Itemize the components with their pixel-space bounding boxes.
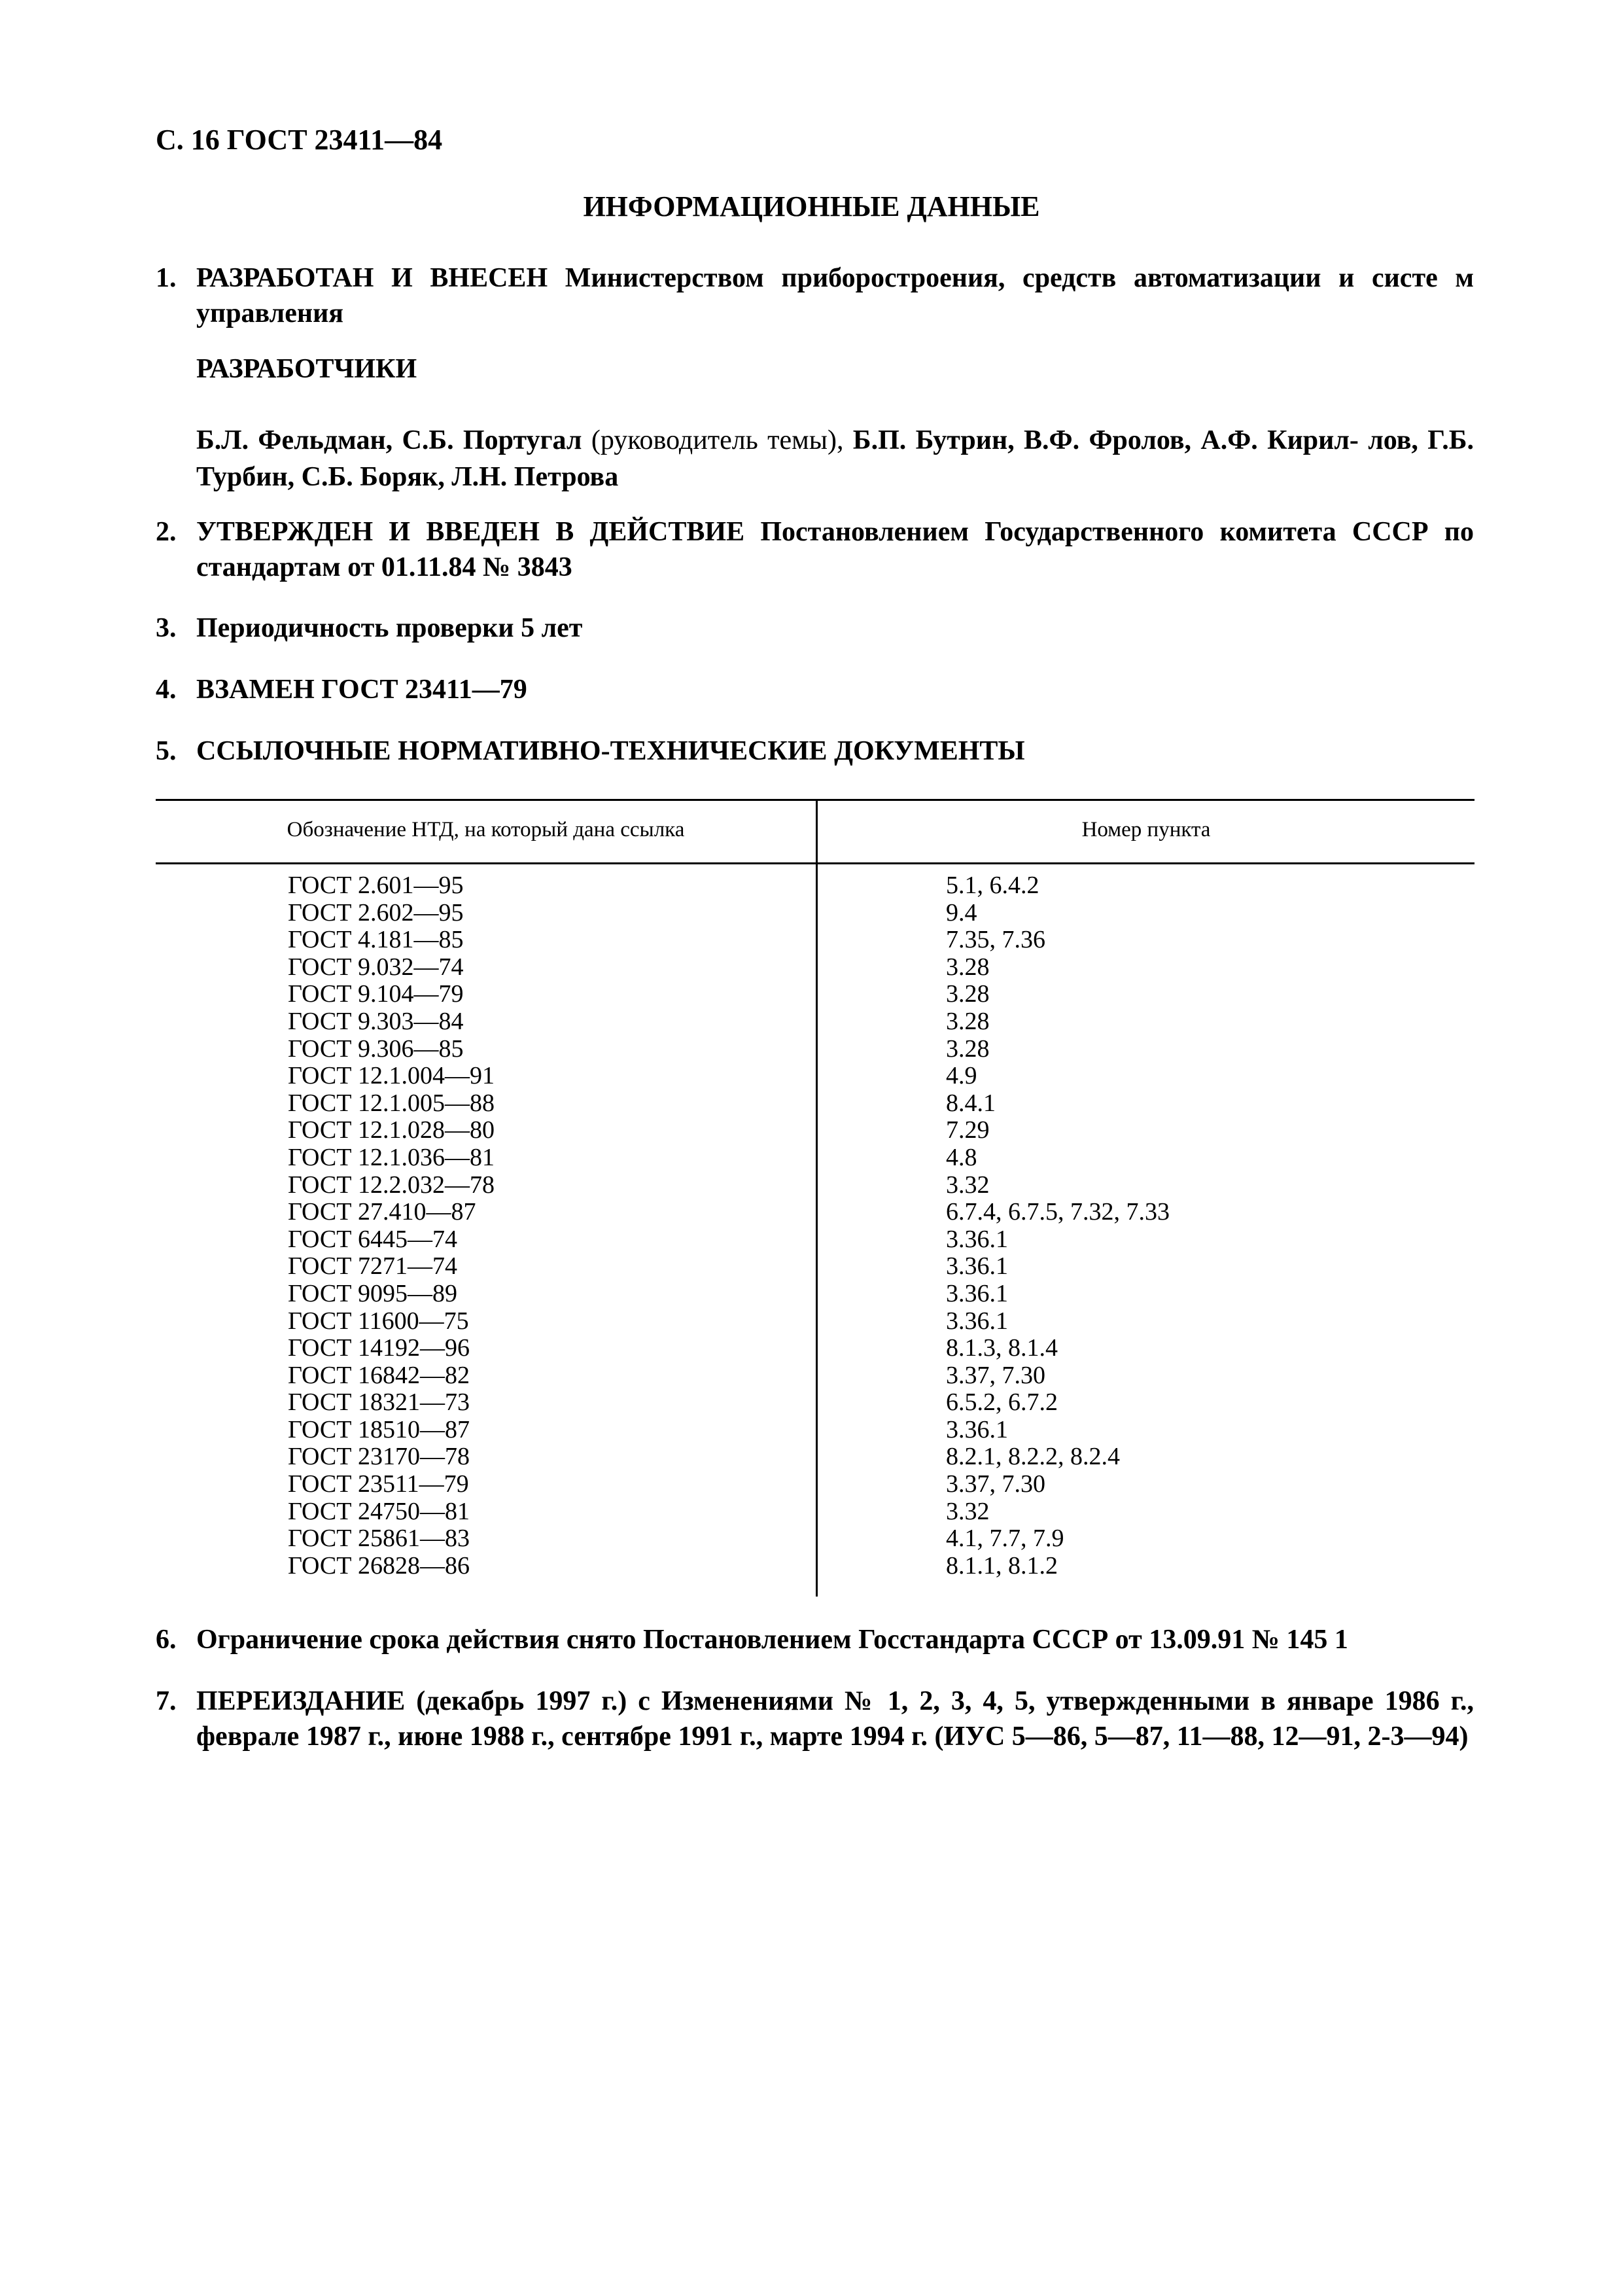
- table-header-rule: [156, 862, 1475, 864]
- developers-list: Б.Л. Фельдман, С.Б. Португал (руководитель темы), Б.П. Бутрин, В.Ф. Фролов, А.Ф. Кирил- лов, Г.Б. Турбин, С.Б. Боряк, Л.Н. Петрова: [196, 425, 1474, 492]
- table-cell-document: ГОСТ 9095—89: [288, 1279, 457, 1307]
- table-cell-clause: 4.1, 7.7, 7.9: [946, 1525, 1064, 1553]
- item-number: 3.: [156, 613, 177, 643]
- item-text: ПЕРЕИЗДАНИЕ (декабрь 1997 г.) с Изменениями № 1, 2, 3, 4, 5, утвержденными в январе 1986 г., феврале 1987 г., июне 1988 г., сентябре 1991 г., марте 1994 г. (ИУС 5—86, 5—87, 11—88, 12—91, 2-3—94): [196, 1686, 1474, 1752]
- table-cell-clause: 4.8: [946, 1143, 977, 1171]
- document-column: [288, 872, 495, 1580]
- table-cell-clause: 3.28: [946, 953, 990, 981]
- table-cell-clause: 8.2.1, 8.2.2, 8.2.4: [946, 1443, 1120, 1471]
- table-cell-document: ГОСТ 9.303—84: [288, 1007, 464, 1035]
- item-text: ССЫЛОЧНЫЕ НОРМАТИВНО-ТЕХНИЧЕСКИЕ ДОКУМЕНТЫ: [196, 736, 1025, 766]
- table-cell-document: ГОСТ 12.2.032—78: [288, 1171, 495, 1199]
- table-cell-clause: 7.35, 7.36: [946, 926, 1045, 954]
- item-7: [156, 1684, 1474, 1754]
- table-cell-document: ГОСТ 23170—78: [288, 1443, 470, 1471]
- item-2: [156, 514, 1474, 585]
- table-cell-clause: 3.32: [946, 1171, 990, 1199]
- table-cell-document: ГОСТ 9.104—79: [288, 980, 464, 1008]
- item-number: 5.: [156, 736, 177, 766]
- page-header: С. 16 ГОСТ 23411—84: [156, 124, 443, 156]
- table-cell-document: ГОСТ 4.181—85: [288, 926, 464, 954]
- item-text: Министерством приборостроения, средств автоматизации и систе м управления: [196, 263, 1474, 328]
- item-number: 1.: [156, 263, 177, 293]
- table-cell-clause: 7.29: [946, 1116, 990, 1144]
- table-cell-document: ГОСТ 2.601—95: [288, 872, 464, 899]
- table-cell-document: ГОСТ 12.1.005—88: [288, 1089, 495, 1117]
- table-cell-clause: 4.9: [946, 1062, 977, 1090]
- item-text: Периодичность проверки 5 лет: [196, 613, 583, 643]
- column-header-document: Обозначение НТД, на который дана ссылка: [287, 818, 685, 841]
- table-cell-document: ГОСТ 9.306—85: [288, 1034, 464, 1063]
- item-1: [156, 260, 1474, 331]
- table-cell-clause: 3.36.1: [946, 1252, 1008, 1280]
- column-header-clause: Номер пункта: [1081, 818, 1211, 841]
- table-cell-document: ГОСТ 18510—87: [288, 1415, 470, 1443]
- table-cell-clause: 3.36.1: [946, 1279, 1008, 1307]
- table-cell-clause: 3.36.1: [946, 1307, 1008, 1335]
- table-cell-document: ГОСТ 24750—81: [288, 1497, 470, 1525]
- table-cell-document: ГОСТ 25861—83: [288, 1525, 470, 1553]
- table-cell-clause: 3.32: [946, 1497, 990, 1525]
- table-cell-document: ГОСТ 6445—74: [288, 1225, 457, 1253]
- item-5: [156, 733, 1474, 769]
- item-number: 7.: [156, 1686, 177, 1716]
- table-cell-document: ГОСТ 26828—86: [288, 1551, 470, 1580]
- table-cell-clause: 3.28: [946, 1034, 990, 1063]
- table-cell-clause: 6.5.2, 6.7.2: [946, 1388, 1058, 1417]
- table-cell-document: ГОСТ 12.1.028—80: [288, 1116, 495, 1144]
- table-cell-clause: 3.37, 7.30: [946, 1361, 1045, 1389]
- developers-label: РАЗРАБОТЧИКИ: [196, 354, 417, 384]
- item-text: Постановлением Государственного комитета СССР по стандартам от 01.11.84 № 3843: [196, 517, 1474, 582]
- table-cell-clause: 3.28: [946, 1007, 990, 1035]
- item-lead: РАЗРАБОТАН И ВНЕСЕН: [196, 263, 548, 293]
- table-top-rule: [156, 799, 1475, 801]
- table-cell-clause: 3.36.1: [946, 1415, 1008, 1443]
- table-cell-clause: 3.37, 7.30: [946, 1470, 1045, 1498]
- table-cell-clause: 8.1.1, 8.1.2: [946, 1551, 1058, 1580]
- table-cell-document: ГОСТ 9.032—74: [288, 953, 464, 981]
- table-cell-clause: 6.7.4, 6.7.5, 7.32, 7.33: [946, 1198, 1170, 1226]
- item-number: 4.: [156, 675, 177, 705]
- table-cell-document: ГОСТ 2.602—95: [288, 898, 464, 927]
- table-cell-document: ГОСТ 14192—96: [288, 1334, 470, 1362]
- item-6: [156, 1622, 1474, 1657]
- table-cell-clause: 5.1, 6.4.2: [946, 872, 1039, 899]
- item-3: [156, 610, 1474, 646]
- table-cell-clause: 9.4: [946, 898, 977, 927]
- table-cell-document: ГОСТ 23511—79: [288, 1470, 469, 1498]
- item-number: 2.: [156, 517, 177, 547]
- item-lead: УТВЕРЖДЕН И ВВЕДЕН В ДЕЙСТВИЕ: [196, 517, 745, 547]
- item-text: ВЗАМЕН ГОСТ 23411—79: [196, 675, 527, 705]
- table-cell-document: ГОСТ 16842—82: [288, 1361, 470, 1389]
- item-4: [156, 672, 1474, 707]
- table-cell-clause: 8.1.3, 8.1.4: [946, 1334, 1058, 1362]
- item-number: 6.: [156, 1625, 177, 1655]
- page-title: ИНФОРМАЦИОННЫЕ ДАННЫЕ: [583, 190, 1040, 222]
- table-cell-document: ГОСТ 18321—73: [288, 1388, 470, 1417]
- table-cell-document: ГОСТ 11600—75: [288, 1307, 469, 1335]
- table-cell-document: ГОСТ 12.1.036—81: [288, 1143, 495, 1171]
- item-text: Ограничение срока действия снято Постановлением Госстандарта СССР от 13.09.91 № 145 1: [196, 1625, 1348, 1655]
- table-cell-clause: 3.36.1: [946, 1225, 1008, 1253]
- table-cell-clause: 3.28: [946, 980, 990, 1008]
- table-cell-document: ГОСТ 7271—74: [288, 1252, 457, 1280]
- clause-column: [946, 872, 1170, 1580]
- table-column-divider: [816, 799, 818, 1597]
- table-cell-document: ГОСТ 27.410—87: [288, 1198, 476, 1226]
- table-cell-clause: 8.4.1: [946, 1089, 996, 1117]
- table-cell-document: ГОСТ 12.1.004—91: [288, 1062, 495, 1090]
